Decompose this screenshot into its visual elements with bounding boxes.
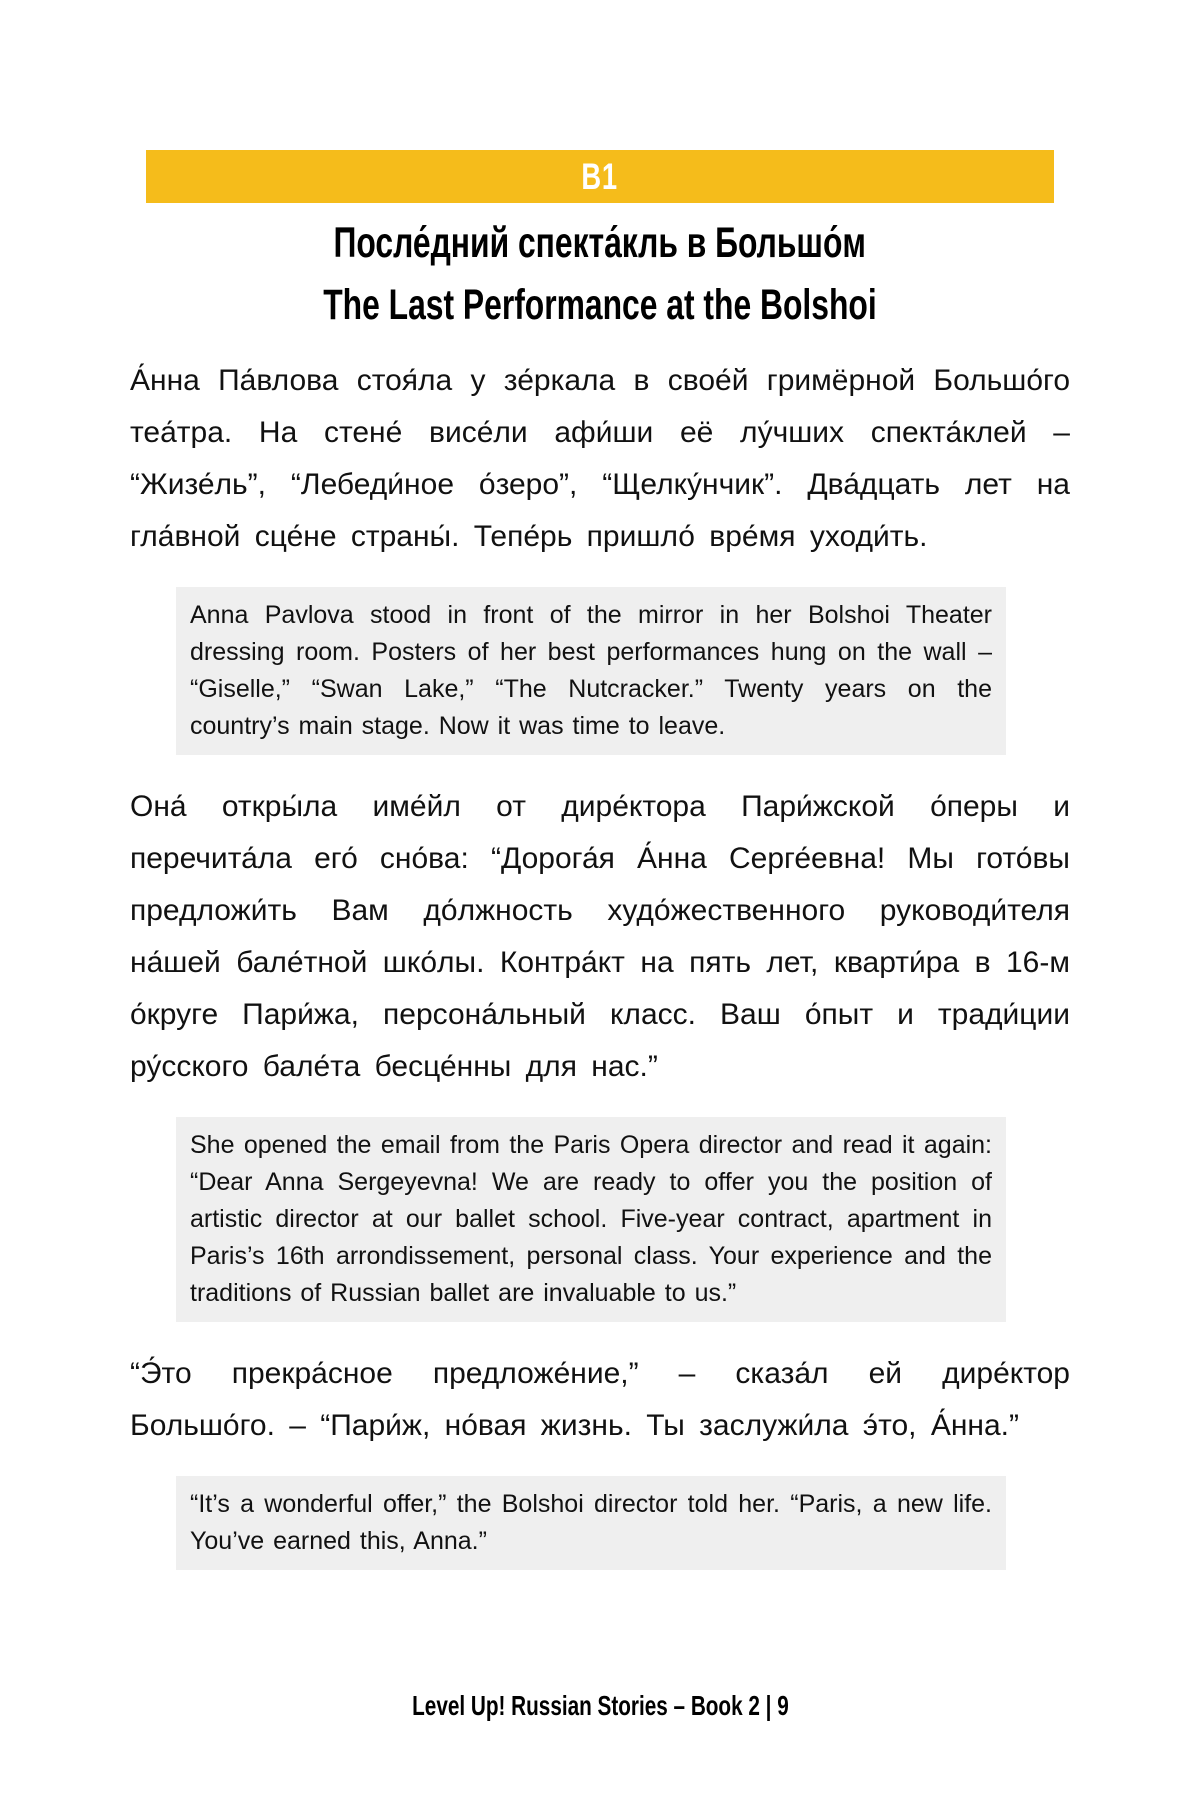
title-english-text: The Last Performance at the Bolshoi — [323, 281, 877, 329]
russian-paragraph-1: А́нна Па́влова стоя́ла у зе́ркала в свое́й гримёрной Большо́го теа́тра. На стене́ висе́ли афи́ши её лу́чших спекта́клей – “Жизе́ль”, “Лебеди́ное о́зеро”, “Щелку́нчик”. Два́дцать лет на гла́вной сце́не страны́. Тепе́рь пришло́ вре́мя уходи́ть. — [130, 364, 1070, 553]
title-english — [130, 281, 1070, 329]
page-footer-text: Level Up! Russian Stories – Book 2 | 9 — [411, 1690, 789, 1721]
title-russian — [130, 219, 1070, 267]
translation-box-2: She opened the email from the Paris Opera director and read it again: “Dear Anna Sergeyevna! We are ready to offer you the position of artistic director at our ballet school. Five-year contract, apartment in Paris’s 16th arrondissement, personal class. Your experience and the traditions of Russian ballet are invaluable to us.” — [176, 1117, 1006, 1322]
page-footer — [0, 1690, 1200, 1722]
level-banner — [146, 150, 1054, 203]
russian-paragraph-2: Она́ откры́ла име́йл от дире́ктора Пари́жской о́перы и перечита́ла его́ сно́ва: “Дорога́я А́нна Серге́евна! Мы гото́вы предложи́ть Вам до́лжность худо́жественного руководи́теля на́шей бале́тной шко́лы. Контра́кт на пять лет, кварти́ра в 16-м о́круге Пари́жа, персона́льный класс. Ваш о́пыт и тради́ции ру́сского бале́та бесце́нны для нас.” — [130, 790, 1070, 1083]
title-russian-text: После́дний спекта́кль в Большо́м — [333, 219, 867, 267]
russian-paragraph-3: “Э́то прекра́сное предложе́ние,” – сказа́л ей дире́ктор Большо́го. – “Пари́ж, но́вая жизнь. Ты заслужи́ла э́то, А́нна.” — [130, 1357, 1070, 1442]
translation-box-1: Anna Pavlova stood in front of the mirror in her Bolshoi Theater dressing room. Posters of her best performances hung on the wall – “Giselle,” “Swan Lake,” “The Nutcracker.” Twenty years on the country’s main stage. Now it was time to leave. — [176, 587, 1006, 755]
translation-box-3: “It’s a wonderful offer,” the Bolshoi director told her. “Paris, a new life. You’ve earned this, Anna.” — [176, 1476, 1006, 1570]
level-badge: B1 — [581, 155, 619, 197]
